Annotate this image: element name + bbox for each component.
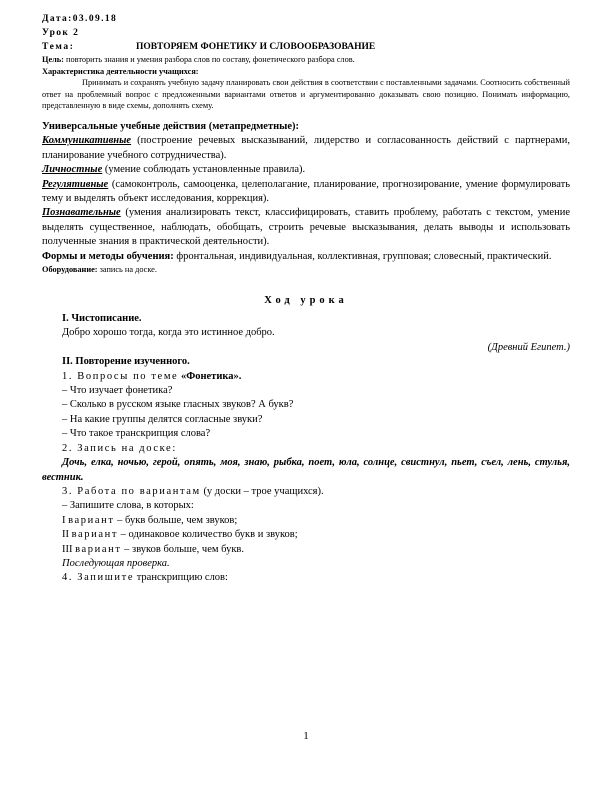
goal-text: повторить знания и умения разбора слов по составу, фонетического разбора слов.	[66, 55, 355, 64]
transcription-heading	[42, 571, 570, 585]
lesson-line	[42, 26, 570, 40]
section-1-source: (Древний Египет.)	[487, 341, 570, 353]
uud-item-communicative	[42, 134, 570, 163]
goal-label: Цель:	[42, 55, 64, 64]
forms-label: Формы и методы обучения:	[42, 250, 174, 262]
question-item: – Сколько в русском языке гласных звуков? А букв?	[62, 399, 294, 411]
topic-value: ПОВТОРЯЕМ ФОНЕТИКУ И СЛОВООБРАЗОВАНИЕ	[136, 42, 376, 52]
question-item: – На какие группы делятся согласные звуки?	[62, 413, 263, 425]
questions-topic: «Фонетика».	[180, 370, 242, 382]
uud-item-personal	[42, 163, 570, 177]
variant-item	[42, 528, 570, 542]
variant-item	[42, 543, 570, 557]
uud-text: (самоконтроль, самооценка, целеполагание, планирование, прогнозирование, умение формулировать тему и выделять объект исследования, коррекция).	[42, 178, 571, 204]
uud-term: Личностные	[42, 164, 103, 176]
date-line	[42, 12, 570, 26]
topic-line	[42, 40, 570, 54]
course-title: Ход урока	[264, 294, 348, 306]
date-value: 03.09.18	[72, 14, 118, 24]
activity-heading: Характеристика деятельности учащихся:	[42, 66, 199, 76]
variant-text: – звуков больше, чем букв.	[124, 543, 245, 555]
uud-item-cognitive	[42, 206, 570, 249]
question-item: – Что изучает фонетика?	[62, 385, 173, 397]
variant-text: – букв больше, чем звуков;	[117, 514, 238, 526]
questions-heading	[42, 370, 570, 384]
page-number: 1	[303, 730, 309, 742]
uud-term: Познавательные	[42, 207, 121, 219]
variant-word: вариант	[68, 514, 115, 526]
uud-text: (умения анализировать текст, классифицировать, ставить проблему, работать с текстом, умение выделять существенное, наблюдать, обобщать, строить речевые высказывания, делать выводы и использовать полученные знания в практической деятельности).	[42, 207, 570, 248]
variants-intro: – Запишите слова, в которых:	[62, 500, 194, 512]
date-label: Дата:	[42, 14, 73, 24]
goal-line	[42, 54, 570, 66]
uud-heading: Универсальные учебные действия (метапредметные):	[42, 120, 300, 132]
document-page	[42, 12, 570, 586]
section-1-title: I. Чистописание.	[62, 313, 142, 325]
uud-item-regulatory	[42, 178, 570, 207]
transcription-text: транскрипцию слов:	[136, 572, 228, 584]
lesson-label: Урок	[42, 28, 70, 38]
section-1-text: Добро хорошо тогда, когда это истинное добро.	[62, 327, 275, 339]
check-label: Последующая проверка.	[62, 557, 170, 569]
uud-term: Коммуникативные	[42, 135, 132, 147]
variant-num: I	[62, 514, 66, 526]
variant-num: II	[62, 529, 69, 541]
variant-text: – одинаковое количество букв и звуков;	[120, 529, 298, 541]
transcription-label: 4. Запишите	[62, 572, 135, 584]
equipment-line	[42, 264, 570, 276]
topic-label: Тема:	[42, 42, 75, 52]
variant-word: вариант	[71, 529, 119, 541]
variant-item	[42, 514, 570, 528]
variants-note: (у доски – трое учащихся).	[203, 485, 324, 497]
equipment-label: Оборудование:	[42, 265, 98, 275]
section-2-title: II. Повторение изученного.	[62, 356, 190, 368]
variants-heading	[42, 485, 570, 499]
lesson-number: 2	[73, 28, 80, 38]
variant-num: III	[62, 543, 73, 555]
uud-text: (построение речевых высказываний, лидерство и согласованность действий с партнерами, планирование учебного сотрудничества).	[42, 135, 570, 161]
uud-term: Регулятивные	[42, 178, 109, 190]
equipment-text: запись на доске.	[99, 265, 157, 275]
variant-word: вариант	[75, 543, 122, 555]
question-item: – Что такое транскрипция слова?	[62, 428, 211, 440]
questions-label: 1. Вопросы по теме	[62, 370, 179, 382]
activity-text: Принимать и сохранять учебную задачу планировать свои действия в соответствии с поставленными задачами. Соотносить собственный ответ на проблемный вопрос с предложенными вариантами ответов и аргументированно доказывать свою позицию. Понимать информацию, представленную в виде схемы, дополнять схему.	[42, 78, 570, 111]
board-label: 2. Запись на доске:	[62, 442, 177, 454]
board-words: Дочь, елка, ночью, герой, опять, моя, знаю, рыбка, поет, юла, солнце, свистнул, пьет, съел, лень, стулья, вестник.	[42, 457, 570, 483]
uud-text: (умение соблюдать установленные правила).	[104, 164, 306, 176]
variants-label: 3. Работа по вариантам	[62, 485, 201, 497]
forms-text: фронтальная, индивидуальная, коллективная, групповая; словесный, практический.	[176, 250, 552, 262]
forms-line	[42, 250, 570, 264]
